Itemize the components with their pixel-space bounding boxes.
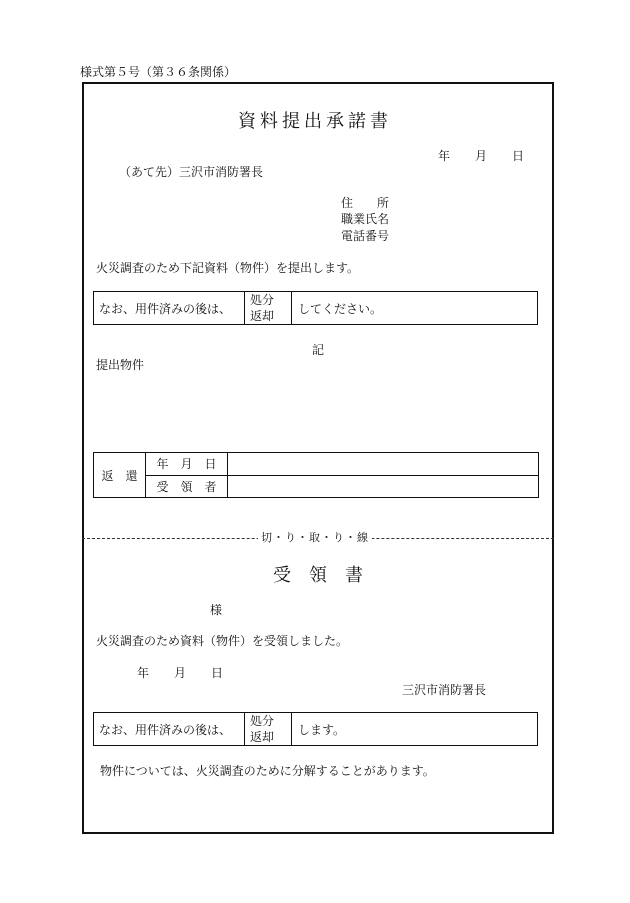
consent-note-table <box>93 291 538 325</box>
receipt-disclaimer: 物件については、火災調査のために分解することがあります。 <box>100 764 435 778</box>
consent-statement: 火災調査のため下記資料（物件）を提出します。 <box>96 261 360 275</box>
receipt-option-return: 返却 <box>250 730 275 745</box>
receipt-issuer: 三沢市消防署長 <box>402 683 487 697</box>
cut-line-label: 切・り・取・り・線 <box>258 532 372 543</box>
option-dispose: 処分 <box>250 293 275 307</box>
receipt-date-day: 日 <box>211 666 224 680</box>
addressee: （あて先）三沢市消防署長 <box>119 165 264 179</box>
note-prefix: なお、用件済みの後は、 <box>94 292 245 325</box>
return-date-label: 年 月 日 <box>146 453 228 476</box>
receipt-note-prefix: なお、用件済みの後は、 <box>94 713 245 746</box>
receipt-statement: 火災調査のため資料（物件）を受領しました。 <box>96 634 349 648</box>
note-options <box>245 292 292 325</box>
consent-title: 資料提出承諾書 <box>238 111 392 132</box>
return-table <box>93 452 539 498</box>
receipt-note-options <box>245 713 292 746</box>
return-date-field[interactable] <box>228 453 539 476</box>
receipt-title: 受領書 <box>273 565 381 586</box>
return-receiver-label: 受 領 者 <box>146 475 228 498</box>
receipt-note-suffix: します。 <box>292 713 538 746</box>
receipt-note-table <box>93 712 538 746</box>
date-month: 月 <box>475 149 488 163</box>
date-day: 日 <box>512 149 525 163</box>
form-number: 様式第５号（第３６条関係） <box>80 65 237 79</box>
date-year: 年 <box>438 149 451 163</box>
receipt-date-year: 年 <box>137 666 150 680</box>
option-return: 返却 <box>250 309 275 324</box>
note-suffix: してください。 <box>292 292 538 325</box>
address-label: 住 所 <box>341 196 390 210</box>
return-label: 返 還 <box>94 453 146 498</box>
phone-label: 電話番号 <box>341 229 390 243</box>
receipt-sama: 様 <box>210 603 223 617</box>
submitted-items-label: 提出物件 <box>96 358 145 372</box>
receipt-date-month: 月 <box>174 666 187 680</box>
occupation-name-label: 職業氏名 <box>341 212 390 226</box>
return-receiver-field[interactable] <box>228 475 539 498</box>
ki-label: 記 <box>312 343 325 357</box>
receipt-option-dispose: 処分 <box>250 714 275 728</box>
